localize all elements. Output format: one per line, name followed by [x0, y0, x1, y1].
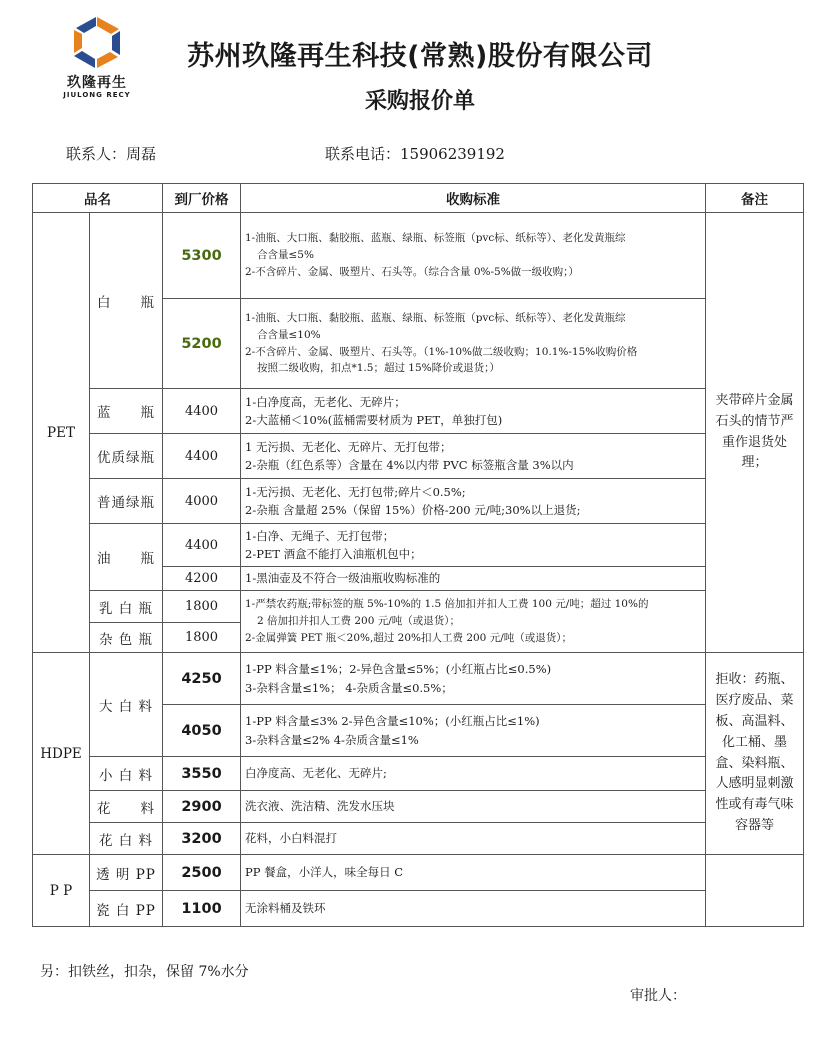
product-white-bottle: 白 瓶: [90, 213, 163, 389]
standard-normal-green: [241, 479, 706, 524]
product-oil-bottle: 油 瓶: [90, 524, 163, 591]
standard-oil-2: [241, 567, 706, 591]
standard-line: 2-杂瓶 含量超 25%（保留 15%）价格-200 元/吨;30%以上退货;: [245, 503, 581, 517]
product-blue-bottle: 蓝 瓶: [90, 389, 163, 434]
price-oil-1: 4400: [163, 524, 241, 567]
contact-person: 联系人：周磊: [66, 145, 157, 163]
standard-white-2: [241, 299, 706, 389]
price-mixed-color: 1800: [163, 623, 241, 653]
note-hdpe: 拒收：药瓶、医疗废品、菜板、高温料、化工桶、墨盒、染料瓶、人感明显刺激性或有毒气味容器等: [706, 653, 804, 855]
table-row: [33, 855, 804, 891]
logo-text-cn: 玖隆再生: [67, 75, 127, 91]
standard-porcelain-pp: 无涂料桶及铁环: [241, 891, 706, 927]
standard-line: 合含量≤5%: [257, 249, 314, 262]
price-big-white-1: 4250: [163, 653, 241, 705]
standard-big-white-1: [241, 653, 706, 705]
standard-line: 2-不含碎片、金属、吸塑片、石头等。（1%-10%做二级收购；10.1%-15%收购价格: [245, 345, 638, 358]
price-big-white-2: 4050: [163, 705, 241, 757]
price-white-1: 5300: [163, 213, 241, 299]
standard-quality-green: [241, 434, 706, 479]
standard-line: 2-金属弹簧 PET 瓶＜20%,超过 20%扣人工费 200 元/吨（或退货）；: [245, 631, 572, 644]
standard-line: 按照二级收购，扣点*1.5；超过 15%降价或退货；）: [257, 362, 500, 375]
header-product: 品名: [33, 184, 163, 213]
logo-text-en: JIULONG RECY: [63, 91, 131, 99]
footer-note: 另：扣铁丝，扣杂，保留 7%水分: [40, 964, 249, 980]
price-quality-green: 4400: [163, 434, 241, 479]
note-pet: 夹带碎片金属石头的情节严重作退货处理；: [706, 213, 804, 653]
contact-phone: 联系电话：15906239192: [325, 145, 505, 163]
standard-milk-mixed: [241, 591, 706, 653]
product-clear-pp: 透 明 PP: [90, 855, 163, 891]
product-flower: 花 料: [90, 791, 163, 823]
price-milk-white: 1800: [163, 591, 241, 623]
standard-line: 1-白净度高，无老化、无碎片；: [245, 394, 406, 409]
standard-clear-pp: PP 餐盒，小洋人，味全每日 C: [241, 855, 706, 891]
logo-hexagon-icon: [69, 14, 125, 70]
standard-line: 2-不含碎片、金属、吸塑片、石头等。（综合含量 0%-5%做一级收购；）: [245, 265, 579, 278]
company-name: 苏州玖隆再生科技(常熟)股份有限公司: [187, 41, 653, 72]
note-pp: [706, 855, 804, 927]
price-oil-2: 4200: [163, 567, 241, 591]
standard-line: 2-杂瓶（红色系等）含量在 4%以内带 PVC 标签瓶含量 3%以内: [245, 458, 574, 472]
header-price: 到厂价格: [163, 184, 241, 213]
standard-line: 3-杂料含量≤2% 4-杂质含量≤1%: [245, 732, 419, 747]
company-logo: [62, 14, 132, 70]
table-row: [33, 823, 804, 855]
table-row: [33, 757, 804, 791]
standard-line: 1-黑油壶及不符合一级油瓶收购标准的: [245, 571, 441, 586]
standard-line: 1-油瓶、大口瓶、黏胶瓶、蓝瓶、绿瓶、标签瓶（pvc标、纸标等）、老化发黄瓶综: [245, 311, 626, 324]
price-normal-green: 4000: [163, 479, 241, 524]
product-quality-green: 优质绿瓶: [90, 434, 163, 479]
price-porcelain-pp: 1100: [163, 891, 241, 927]
table-row: [33, 213, 804, 299]
standard-big-white-2: [241, 705, 706, 757]
standard-blue: [241, 389, 706, 434]
product-small-white: 小 白 料: [90, 757, 163, 791]
quotation-table: [32, 183, 804, 927]
product-normal-green: 普通绿瓶: [90, 479, 163, 524]
table-row: [33, 791, 804, 823]
table-row: [33, 653, 804, 705]
document-title: 采购报价单: [364, 89, 475, 114]
table-row: [33, 891, 804, 927]
table-row: [33, 524, 804, 567]
price-small-white: 3550: [163, 757, 241, 791]
standard-line: 1-白净、无绳子、无打包带；: [245, 528, 395, 543]
standard-white-1: [241, 213, 706, 299]
standard-small-white: 白净度高、无老化、无碎片;: [241, 757, 706, 791]
standard-line: 1-严禁农药瓶;带标签的瓶 5%-10%的 1.5 倍加扣并扣人工费 100 元/吨；超过 10%的: [245, 598, 649, 611]
standard-line: 1-无污损、无老化、无打包带;碎片＜0.5%;: [245, 484, 466, 499]
price-flower: 2900: [163, 791, 241, 823]
table-header-row: [33, 184, 804, 213]
standard-line: 合含量≤10%: [257, 328, 321, 341]
approver-label: 审批人：: [630, 988, 686, 1004]
header-note: 备注: [706, 184, 804, 213]
standard-flower: 洗衣液、洗洁精、洗发水压块: [241, 791, 706, 823]
product-mixed-color: 杂 色 瓶: [90, 623, 163, 653]
standard-line: 2-大蓝桶＜10%(蓝桶需要材质为 PET，单独打包): [245, 413, 503, 427]
category-hdpe: HDPE: [33, 653, 90, 855]
standard-line: 1-油瓶、大口瓶、黏胶瓶、蓝瓶、绿瓶、标签瓶（pvc标、纸标等）、老化发黄瓶综: [245, 232, 626, 245]
product-milk-white: 乳 白 瓶: [90, 591, 163, 623]
price-clear-pp: 2500: [163, 855, 241, 891]
standard-line: 1-PP 料含量≤3% 2-异色含量≤10%；(小红瓶占比≤1%): [245, 714, 540, 729]
category-pet: PET: [33, 213, 90, 653]
table-row: [33, 479, 804, 524]
category-pp: P P: [33, 855, 90, 927]
standard-flower-white: 花料，小白料混打: [241, 823, 706, 855]
product-big-white: 大 白 料: [90, 653, 163, 757]
standard-line: 1 无污损、无老化、无碎片、无打包带；: [245, 439, 452, 454]
price-white-2: 5200: [163, 299, 241, 389]
price-flower-white: 3200: [163, 823, 241, 855]
price-blue: 4400: [163, 389, 241, 434]
product-porcelain-pp: 瓷 白 PP: [90, 891, 163, 927]
table-row: [33, 389, 804, 434]
standard-line: 2 倍加扣并扣人工费 200 元/吨（或退货）；: [257, 615, 461, 628]
standard-line: 1-PP 料含量≤1%；2-异色含量≤5%；(小红瓶占比≤0.5%): [245, 662, 552, 677]
table-row: [33, 591, 804, 623]
standard-oil-1: [241, 524, 706, 567]
table-row: [33, 434, 804, 479]
standard-line: 3-杂料含量≤1%； 4-杂质含量≤0.5%；: [245, 680, 453, 695]
standard-line: 2-PET 酒盒不能打入油瓶机包中；: [245, 547, 422, 561]
header-standard: 收购标准: [241, 184, 706, 213]
product-flower-white: 花 白 料: [90, 823, 163, 855]
